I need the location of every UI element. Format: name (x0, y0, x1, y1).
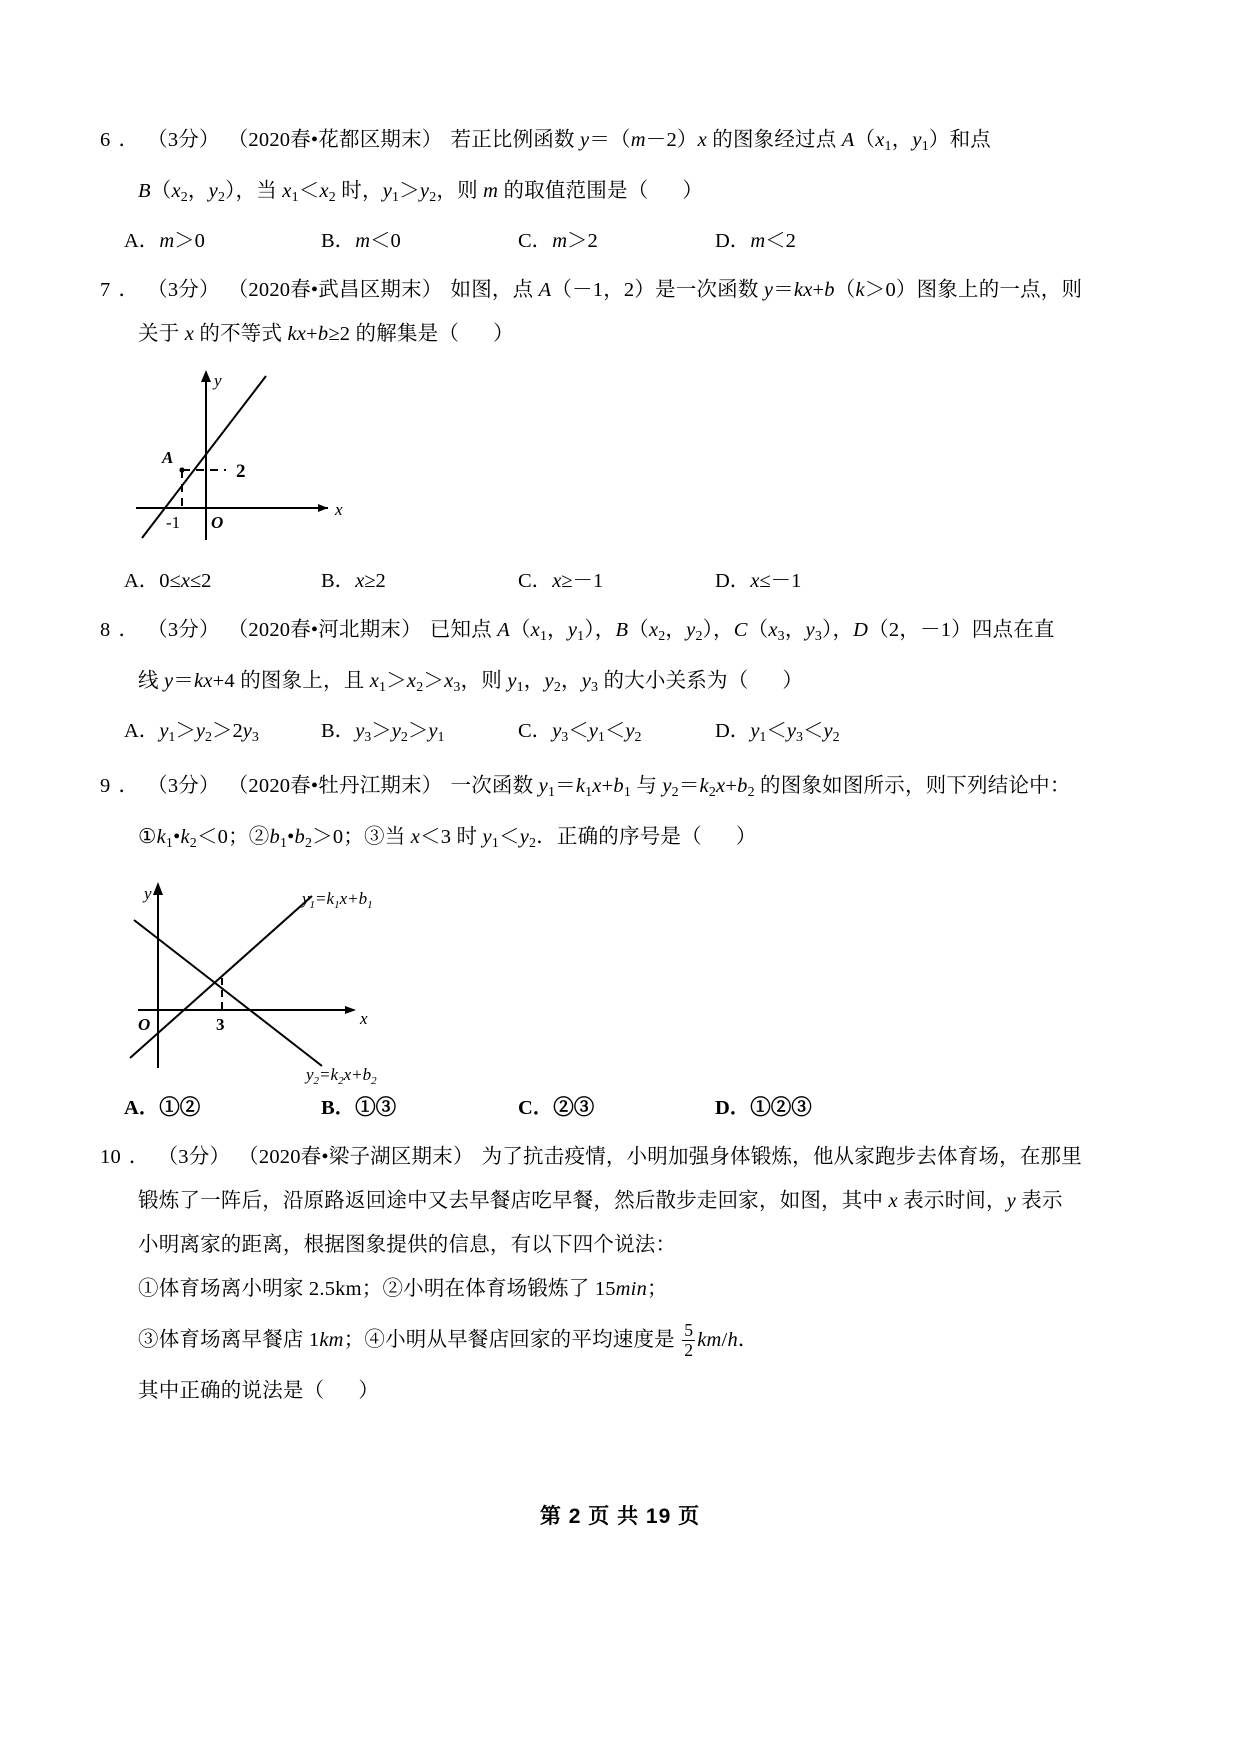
question-10-line-3: 小明离家的距离，根据图象提供的信息，有以下四个说法： (138, 1234, 677, 1257)
page-content (100, 118, 1152, 1419)
label-line-y1: $y_1=k_1x+b_1$ (302, 889, 373, 912)
question-7-options (100, 560, 1152, 602)
option-6-D[interactable]: D．m＜2 (715, 229, 796, 252)
question-7-number: 7 (100, 278, 111, 301)
question-6-source: （2020春•花都区期末） (227, 129, 443, 151)
x-axis-arrow (318, 504, 328, 512)
question-10-statement-1: ①体育场离小明家 2.5km；②小明在体育场锻炼了 15min； (138, 1278, 668, 1301)
option-8-B[interactable]: B．$y_3>y_2>y_1$ (321, 719, 445, 745)
fraction-numerator: 5 (684, 1320, 694, 1341)
question-9-options (100, 1087, 1152, 1129)
option-6-B[interactable]: B．m＜0 (321, 229, 401, 252)
fraction-five-halves (682, 1321, 695, 1359)
option-7-D[interactable]: D．x≤－1 (715, 569, 802, 592)
point-A-marker (179, 467, 184, 472)
question-7-line-1: 7 ． （3分） （2020春•武昌区期末） 如图，点 A（－1，2）是一次函数 y＝kx+b（k＞0）图象上的一点，则 (100, 278, 1083, 301)
option-8-C[interactable]: C．$y_3<y_1<y_2$ (518, 719, 642, 745)
label-axis-y: y (214, 370, 222, 390)
question-8-options (100, 710, 1152, 759)
question-6-number: 6 (100, 129, 111, 151)
line-y2 (134, 920, 322, 1066)
question-9-points: （3分） (147, 775, 220, 798)
question-10-number: 10 (100, 1146, 121, 1169)
question-10-final-line: 其中正确的说法是（ ） (138, 1380, 380, 1403)
question-8-number: 8 (100, 618, 111, 641)
label-origin-O: O (211, 512, 224, 532)
y-axis-arrow (153, 882, 163, 895)
question-8 (100, 608, 1152, 759)
option-9-D[interactable]: D．①②③ (715, 1097, 812, 1120)
question-8-points: （3分） (147, 618, 220, 641)
option-8-A[interactable]: A．$y_1>y_2>2y_3$ (124, 719, 259, 745)
option-7-A[interactable]: A．0≤x≤2 (124, 569, 212, 592)
question-8-source: （2020春•河北期末） (227, 618, 422, 641)
question-9-source: （2020春•牡丹江期末） (227, 775, 443, 798)
label-axis-x: x (360, 1009, 368, 1029)
page-footer (0, 1498, 1240, 1532)
option-9-A[interactable]: A．①② (124, 1097, 201, 1120)
question-8-line-2: 线 y＝kx+4 的图象上，且 $x_1>x_2>x_3$，则 $y_1$，$y_2$，$y_3$ 的大小关系为（ ） (138, 669, 804, 695)
page-footer-text: 第 2 页 共 19 页 (539, 1505, 701, 1528)
question-9 (100, 764, 1152, 1129)
option-7-B[interactable]: B．x≥2 (321, 569, 386, 592)
label-tick-3: 3 (216, 1015, 225, 1035)
fraction-denominator: 2 (684, 1339, 694, 1360)
label-tick-minus-1: -1 (166, 512, 181, 532)
question-10 (100, 1135, 1152, 1413)
question-7 (100, 268, 1152, 602)
question-6-points: （3分） (147, 129, 220, 151)
question-6-line-2: $B(x_2$，$y_2$），当 $x_1<x_2$ 时，$y_1>y_2$，则 m 的取值范围是（ ） (138, 179, 704, 205)
question-7-line-2: 关于 x 的不等式 kx+b≥2 的解集是（ ） (138, 322, 514, 345)
label-A: A (162, 447, 174, 467)
question-7-points: （3分） (147, 278, 220, 301)
question-7-source: （2020春•武昌区期末） (227, 278, 443, 301)
option-7-C[interactable]: C．x≥－1 (518, 569, 604, 592)
figure-question-9 (100, 872, 1152, 1087)
label-origin-O: O (138, 1015, 151, 1035)
question-9-line-2: $①k_1•k_2<0$；$②b_1•b_2>0$；③当 x＜3 时 $y_1<y_2$．正确的序号是（ ） (138, 826, 757, 852)
label-axis-y: y (144, 884, 152, 904)
label-tick-2: 2 (236, 460, 246, 482)
option-9-B[interactable]: B．①③ (321, 1097, 397, 1120)
option-8-D[interactable]: D．$y_1<y_3<y_2$ (715, 719, 840, 745)
option-6-C[interactable]: C．m＞2 (518, 229, 598, 252)
option-6-A[interactable]: A．m＞0 (124, 229, 205, 252)
question-10-points: （3分） (157, 1146, 231, 1169)
x-axis-arrow (345, 1006, 356, 1014)
question-6 (100, 118, 1152, 262)
question-10-line-2: 锻炼了一阵后，沿原路返回途中又去早餐店吃早餐，然后散步走回家，如图，其中 x 表示时间，y 表示 (138, 1190, 1063, 1213)
label-axis-x: x (335, 499, 343, 519)
question-9-line-1: 9 ． （3分） （2020春•牡丹江期末） 一次函数 $y_1=k_1x+b_1$ 与 $y_2=k_2x+b_2$ 的图象如图所示，则下列结论中： (100, 775, 1071, 801)
question-9-number: 9 (100, 775, 111, 798)
question-10-source: （2020春•梁子湖区期末） (238, 1146, 474, 1169)
question-6-line-1: 6 ． （3分） （2020春•花都区期末） 若正比例函数 y＝（m－2）x 的图象经过点 $A(x_1$，$y_1$）和点 (100, 129, 992, 154)
question-10-line-1: 10 ． （3分） （2020春•梁子湖区期末） 为了抗击疫情，小明加强身体锻炼，他从家跑步去体育场，在那里 (100, 1146, 1082, 1169)
figure-question-7 (100, 360, 1152, 560)
question-10-statement-2: ③体育场离早餐店 1km；④小明从早餐店回家的平均速度是 $\frac{5}{2}$ km/h． (138, 1320, 759, 1360)
function-line (142, 376, 266, 538)
y-axis-arrow (201, 370, 211, 382)
option-9-C[interactable]: C．②③ (518, 1097, 595, 1120)
question-6-options (100, 220, 1152, 262)
question-8-line-1: 8 ． （3分） （2020春•河北期末） 已知点 $A(x_1$，$y_1$），$B(x_2$，$y_2$），$C(x_3$，$y_3$），D（2，－1）四点在直 (100, 618, 1055, 644)
label-line-y2: $y_2=k_2x+b_2$ (306, 1065, 377, 1088)
